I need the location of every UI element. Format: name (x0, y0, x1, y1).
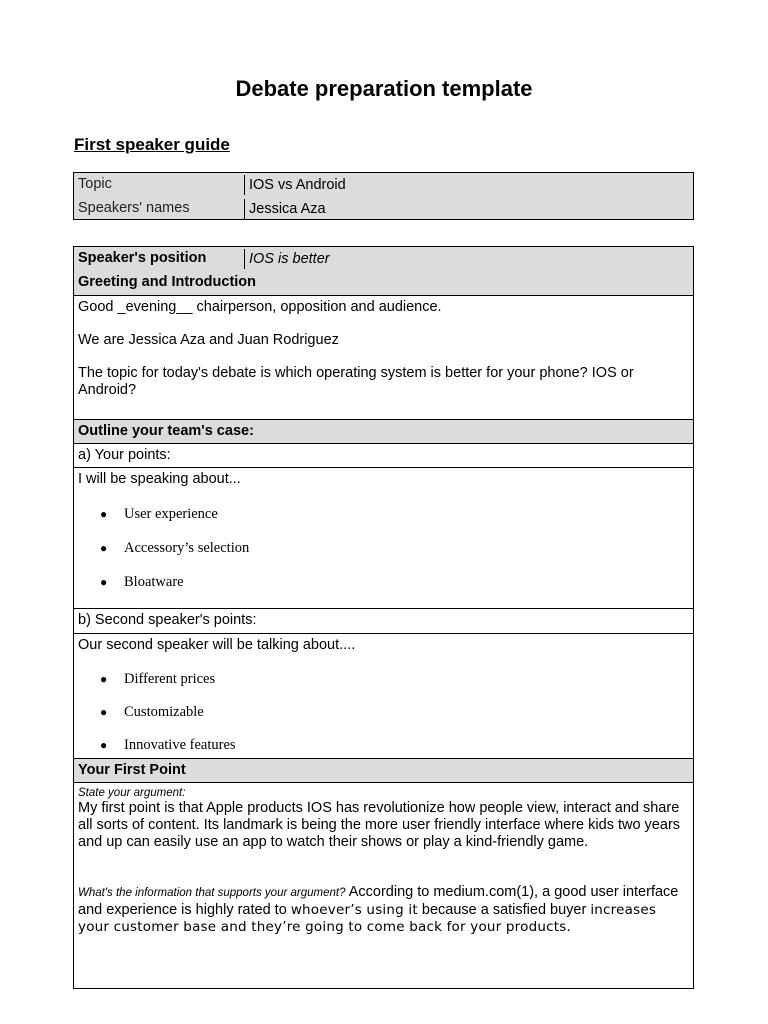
support-text-4: increases your customer base and they’re going to come back for your products. (78, 902, 657, 935)
second-points-intro: Our second speaker will be talking about.... (78, 637, 356, 653)
info-table (73, 172, 694, 220)
list-item: ● Innovative features (78, 737, 689, 754)
position-row (74, 247, 693, 271)
list-item: ● Accessory’s selection (78, 540, 689, 557)
argument-text: My first point is that Apple products IOS has revolutionize how people view, interact and share all sorts of content. Its landmark is being the more user friendly interface where kids two years and up can easily use an app to watch their shows or play a kind-friendly game. (78, 800, 681, 850)
greeting-body (74, 295, 693, 419)
state-argument-prompt: State your argument: (78, 787, 186, 799)
second-points-body (74, 633, 693, 758)
speakers-row (74, 197, 693, 221)
list-item: ● Different prices (78, 671, 689, 688)
your-points-list (78, 506, 689, 591)
main-table (73, 246, 694, 989)
outline-heading: Outline your team's case: (74, 419, 693, 443)
your-points-label: a) Your points: (74, 443, 693, 467)
your-points-body (74, 467, 693, 608)
position-value: IOS is better (244, 249, 330, 269)
support-text-2: whoever’s using it (290, 902, 418, 918)
speakers-label: Speakers' names (78, 200, 190, 216)
page-title: Debate preparation template (235, 76, 533, 101)
first-point-heading: Your First Point (74, 758, 693, 782)
your-points-intro: I will be speaking about... (78, 471, 241, 487)
support-text-3: because a satisfied buyer (421, 902, 587, 918)
greeting-line-1: Good _evening__ chairperson, opposition and audience. (78, 299, 442, 315)
second-points-list (78, 671, 689, 754)
position-label: Speaker's position (78, 250, 207, 266)
topic-value: IOS vs Android (244, 175, 346, 195)
support-text-1: According to medium.com(1), a good user interface and experience is highly rated to (78, 884, 679, 918)
position-section (74, 247, 693, 295)
list-item: ● Customizable (78, 704, 689, 721)
greeting-line-3: The topic for today's debate is which operating system is better for your phone? IOS or Android? (78, 365, 634, 398)
list-item: ● Bloatware (78, 574, 689, 591)
second-points-label: b) Second speaker's points: (74, 608, 693, 633)
list-item: ● User experience (78, 506, 689, 523)
greeting-line-2: We are Jessica Aza and Juan Rodriguez (78, 332, 339, 348)
support-prompt: What's the information that supports your argument? (78, 887, 346, 899)
speakers-value: Jessica Aza (244, 199, 326, 219)
first-point-body (74, 782, 693, 1011)
greeting-heading: Greeting and Introduction (78, 274, 257, 290)
topic-label: Topic (78, 176, 112, 192)
topic-row (74, 173, 693, 197)
section-subtitle: First speaker guide (74, 135, 230, 154)
support-paragraph (78, 884, 689, 936)
